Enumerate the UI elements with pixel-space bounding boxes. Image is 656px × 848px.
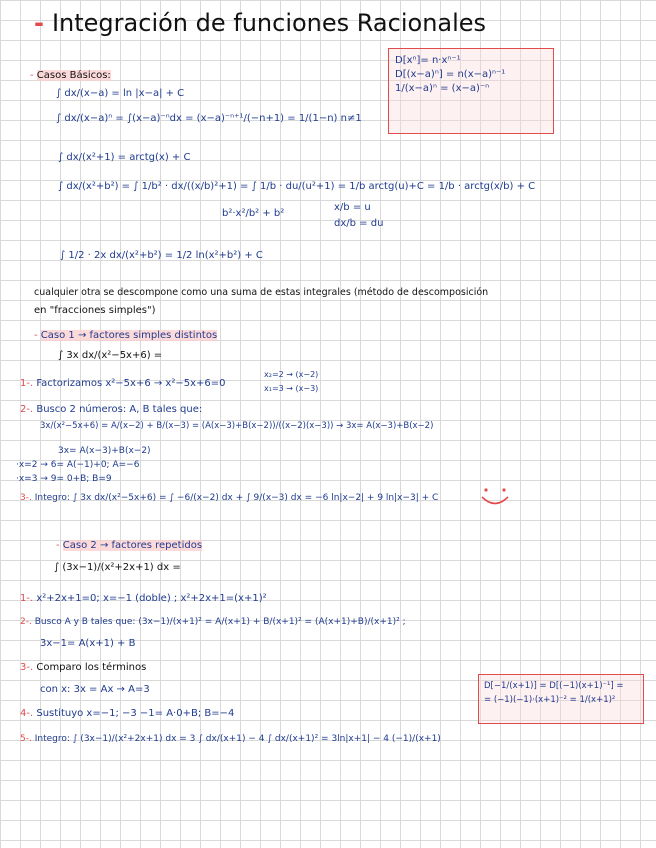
formula-line: ∫ dx/(x−a) = ln |x−a| + C [56,88,185,99]
case-heading: - Caso 2 → factores repetidos [56,540,203,551]
formula-note: x/b = u [334,202,371,213]
paragraph: en "fracciones simples") [34,305,156,316]
formula-note: b²·x²/b² + b² [222,208,285,219]
smiley-doodle-icon [478,484,512,508]
case-heading: - Caso 1 → factores simples distintos [34,330,218,341]
formula-line: ∫ (3x−1)/(x²+2x+1) dx = [54,562,181,573]
formula-note: dx/b = du [334,218,384,229]
step: 2-. Busco 2 números: A, B tales que: [20,404,203,415]
formula-line: con x: 3x = Ax → A=3 [40,684,150,695]
title-text: Integración de funciones Racionales [51,9,487,37]
formula-line: 3x/(x²−5x+6) = A/(x−2) + B/(x−3) = (A(x−3)+B(x−2))/((x−2)(x−3)) → 3x= A(x−3)+B(x−2) [40,421,434,431]
section-heading: - Casos Básicos: [30,70,111,81]
substitution: ·x=2 → 6= A(−1)+0; A=−6 [16,460,140,470]
box-line: D[xⁿ]= n·xⁿ⁻¹ [395,55,461,66]
step: 3-. Integro: ∫ 3x dx/(x²−5x+6) = ∫ −6/(x−2) dx + ∫ 9/(x−3) dx = −6 ln|x−2| + 9 ln|x−3| + C [20,493,439,503]
derivative-note-box [388,48,554,134]
paragraph: cualquier otra se descompone como una suma de estas integrales (método de descomposición [34,287,489,298]
substitution: ·x=3 → 9= 0+B; B=9 [16,474,112,484]
step: 3-. Comparo los términos [20,662,147,673]
box-line: D[−1/(x+1)] = D[(−1)(x+1)⁻¹] = [484,681,624,691]
step: 1-. Factorizamos x²−5x+6 → x²−5x+6=0 [20,378,226,389]
formula-line: ∫ dx/(x²+b²) = ∫ 1/b² · dx/((x/b)²+1) = ∫ 1/b · du/(u²+1) = 1/b arctg(u)+C = 1/b · arctg(x/b) + C [58,181,536,192]
formula-line: ∫ 3x dx/(x²−5x+6) = [58,350,163,361]
root-note: x₂=2 → (x−2) [264,370,319,379]
box-line: = (−1)(−1)·(x+1)⁻² = 1/(x+1)² [484,695,616,705]
formula-line: ∫ dx/(x²+1) = arctg(x) + C [58,152,191,163]
formula-line: ∫ dx/(x−a)ⁿ = ∫(x−a)⁻ⁿdx = (x−a)⁻ⁿ⁺¹/(−n+1) = 1/(1−n) n≠1 [56,113,362,124]
step: 5-. Integro: ∫ (3x−1)/(x²+2x+1) dx = 3 ∫ dx/(x+1) − 4 ∫ dx/(x+1)² = 3ln|x+1| − 4 (−1)/(x+1) [20,734,441,744]
page-title: - Integración de funciones Racionales [34,9,487,37]
step: 2-. Busco A y B tales que: (3x−1)/(x+1)² = A/(x+1) + B/(x+1)² = (A(x+1)+B)/(x+1)² ; [20,617,406,627]
formula-line: 3x= A(x−3)+B(x−2) [58,446,151,456]
derivative-check-box [478,674,644,724]
formula-line: 3x−1= A(x+1) + B [40,638,136,649]
formula-line: ∫ 1/2 · 2x dx/(x²+b²) = 1/2 ln(x²+b²) + C [60,250,263,261]
root-note: x₁=3 → (x−3) [264,384,319,393]
box-line: D[(x−a)ⁿ] = n(x−a)ⁿ⁻¹ [395,69,506,80]
box-line: 1/(x−a)ⁿ = (x−a)⁻ⁿ [395,83,490,94]
step: 4-. Sustituyo x=−1; −3 −1= A·0+B; B=−4 [20,708,235,719]
step: 1-. x²+2x+1=0; x=−1 (doble) ; x²+2x+1=(x+1)² [20,593,267,604]
